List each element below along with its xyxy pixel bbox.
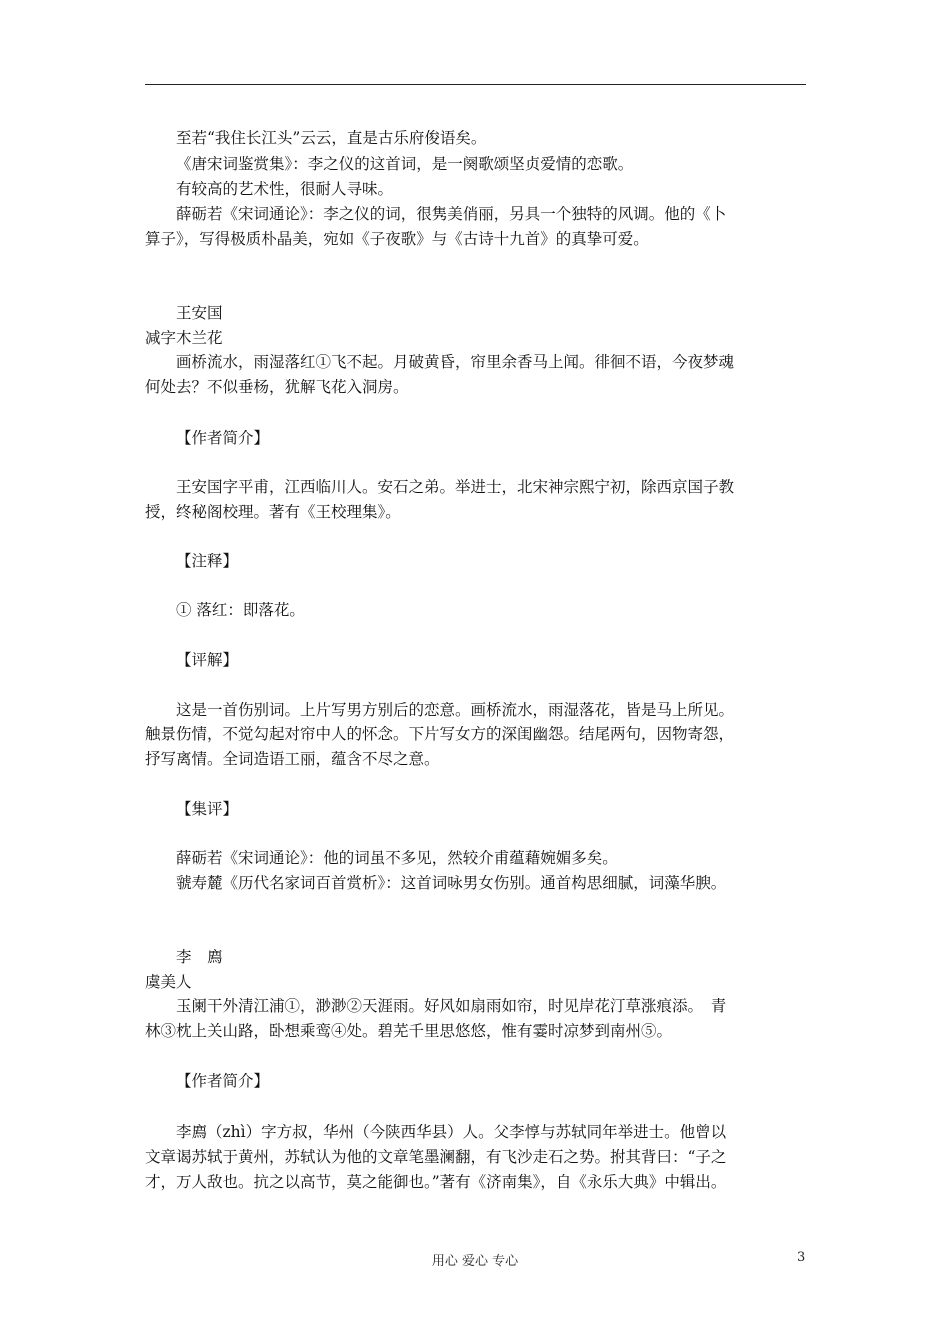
section-heading: 【作者简介】 — [176, 429, 270, 447]
poem-line: 画桥流水，雨湿落红①飞不起。月破黄昏，帘里余香马上闻。徘徊不语，今夜梦魂 — [176, 353, 735, 371]
text-line: 薛砺若《宋词通论》：李之仪的词，很隽美俏丽，另具一个独特的风调。他的《卜 — [176, 205, 727, 223]
poem-line: 林③枕上关山路，卧想乘鸾④处。碧芜千里思悠悠，惟有霎时凉梦到南州⑤。 — [145, 1022, 673, 1040]
text-line: 王安国字平甫，江西临川人。安石之弟。举进士，北宋神宗熙宁初，除西京国子教 — [176, 478, 735, 496]
text-line: 薛砺若《宋词通论》：他的词虽不多见，然较介甫蕴藉婉媚多矣。 — [176, 849, 618, 867]
page-number: 3 — [797, 1250, 806, 1265]
text-line: 算子》，写得极质朴晶美，宛如《子夜歌》与《古诗十九首》的真挚可爱。 — [145, 230, 649, 248]
text-line: 触景伤情，不觉勾起对帘中人的怀念。下片写女方的深闺幽怨。结尾两句，因物寄怨， — [145, 725, 735, 743]
section-heading: 【评解】 — [176, 651, 239, 669]
poem-line: 玉阑干外清江浦①，渺渺②天涯雨。好风如扇雨如帘，时见岸花汀草涨痕添。 青 — [176, 997, 727, 1015]
section-heading: 【作者简介】 — [176, 1072, 270, 1090]
text-line: 至若“我住长江头”云云，直是古乐府俊语矣。 — [176, 129, 487, 147]
text-line: 这是一首伤别词。上片写男方别后的恋意。画桥流水，雨湿落花，皆是马上所见。 — [176, 701, 735, 719]
text-line: 授，终秘阁校理。著有《王校理集》。 — [145, 503, 401, 521]
poem-title: 虞美人 — [145, 973, 192, 991]
section-heading: 【注释】 — [176, 552, 239, 570]
text-line: ① 落红：即落花。 — [176, 601, 305, 619]
header-rule — [145, 84, 806, 85]
text-line: 文章谒苏轼于黄州，苏轼认为他的文章笔墨澜翻，有飞沙走石之势。拊其背曰：“子之 — [145, 1148, 727, 1166]
text-line: 虢寿麓《历代名家词百首赏析》：这首词咏男女伤别。通首构思细腻，词藻华腴。 — [176, 874, 727, 892]
text-line: 《唐宋词鉴赏集》：李之仪的这首词，是一阕歌颂坚贞爱情的恋歌。 — [176, 155, 634, 173]
poem-title: 减字木兰花 — [145, 329, 223, 347]
text-line: 李廌（zhì）字方叔，华州（今陕西华县）人。父李惇与苏轼同年举进士。他曾以 — [176, 1123, 727, 1141]
text-line: 有较高的艺术性，很耐人寻味。 — [176, 180, 394, 198]
author-name: 王安国 — [176, 304, 223, 322]
text-line: 才，万人敌也。抗之以高节，莫之能御也。”著有《济南集》，自《永乐大典》中辑出。 — [145, 1173, 727, 1191]
section-heading: 【集评】 — [176, 800, 239, 818]
author-name: 李 廌 — [176, 948, 223, 966]
poem-line: 何处去？不似垂杨，犹解飞花入洞房。 — [145, 378, 409, 396]
text-line: 抒写离情。全词造语工丽，蕴含不尽之意。 — [145, 750, 440, 768]
footer-text: 用心 爱心 专心 — [431, 1254, 519, 1269]
